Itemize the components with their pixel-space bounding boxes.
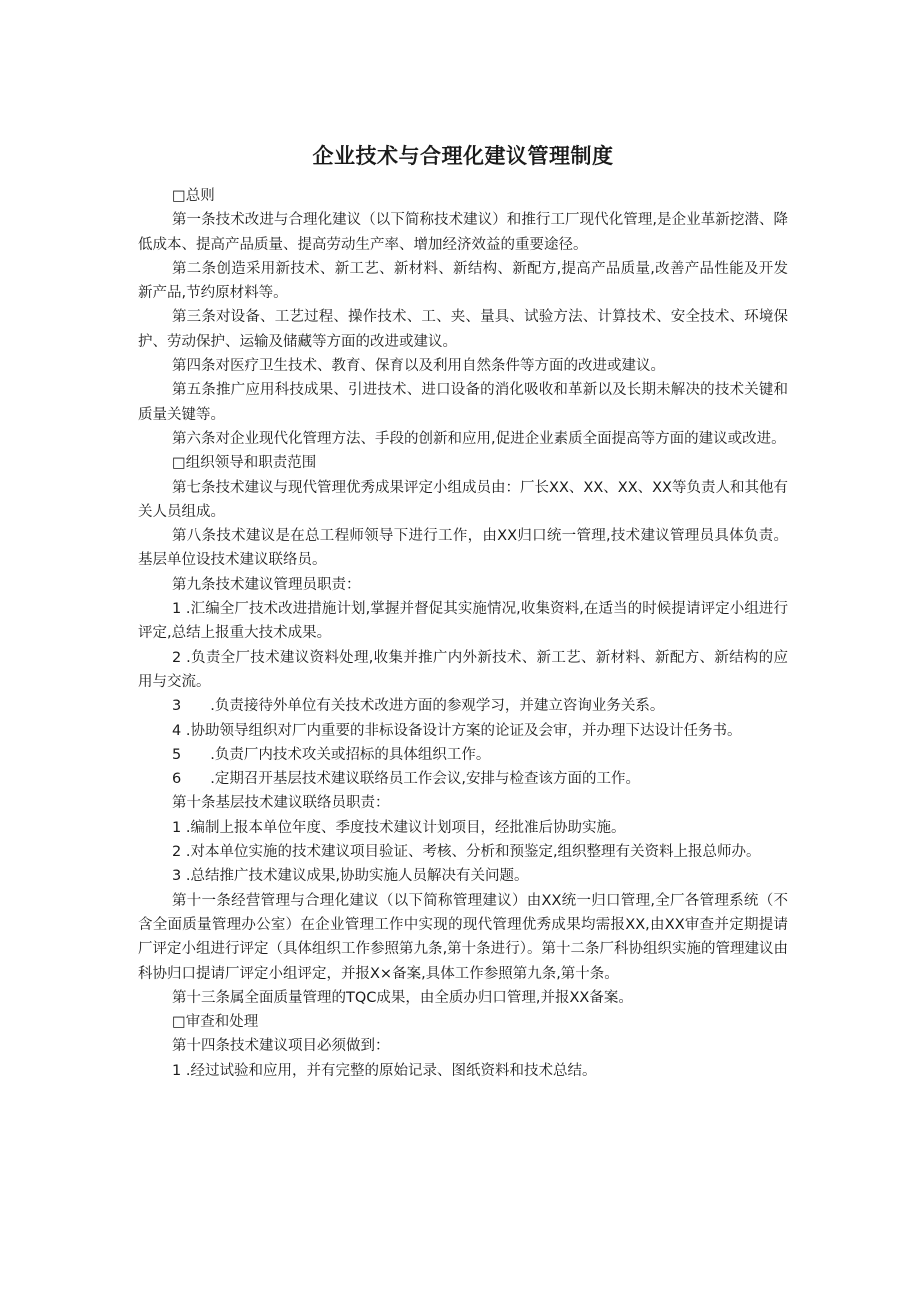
article-9-item-2: 2 .负责全厂技术建议资料处理,收集并推广内外新技术、新工艺、新材料、新配方、新结构的应用与交流。 — [138, 649, 788, 690]
article-9-item-6: 6 .定期召开基层技术建议联络员工作会议,安排与检查该方面的工作。 — [172, 771, 640, 788]
article-11-12: 第十一条经营管理与合理化建议（以下简称管理建议）由XX统一归口管理,全厂各管理系统（不含全面质量管理办公室）在企业管理工作中实现的现代管理优秀成果均需报XX,由XX审查并定期提请厂评定小组进行评定（具体组织工作参照第九条,第十条进行）。第十二条厂科协组织实施的管理建议由科协归口提请厂评定小组评定，并报X×备案,具体工作参照第九条,第十条。 — [138, 892, 788, 982]
section-heading-organization: □组织领导和职责范围 — [172, 455, 317, 472]
article-10-item-3: 3 .总结推广技术建议成果,协助实施人员解决有关问题。 — [172, 868, 529, 885]
article-9-item-3: 3 .负责接待外单位有关技术改进方面的参观学习，并建立咨询业务关系。 — [172, 698, 665, 715]
article-1: 第一条技术改进与合理化建议（以下简称技术建议）和推行工厂现代化管理,是企业革新挖潜、降低成本、提高产品质量、提高劳动生产率、增加经济效益的重要途径。 — [138, 212, 788, 253]
document-title: 企业技术与合理化建议管理制度 — [312, 144, 614, 168]
article-8: 第八条技术建议是在总工程师领导下进行工作，由XX归口统一管理,技术建议管理员具体负责。基层单位设技术建议联络员。 — [138, 528, 788, 569]
article-9: 第九条技术建议管理员职责： — [172, 576, 361, 593]
document-page — [138, 140, 788, 1083]
article-6: 第六条对企业现代化管理方法、手段的创新和应用,促进企业素质全面提高等方面的建议或改进。 — [172, 430, 786, 447]
article-2: 第二条创造采用新技术、新工艺、新材料、新结构、新配方,提高产品质量,改善产品性能及开发新产品,节约原材料等。 — [138, 260, 788, 302]
article-14: 第十四条技术建议项目必须做到： — [172, 1038, 390, 1055]
article-4: 第四条对医疗卫生技术、教育、保育以及利用自然条件等方面的改进或建议。 — [172, 358, 665, 375]
article-10-item-2: 2 .对本单位实施的技术建议项目验证、考核、分析和预鉴定,组织整理有关资料上报总师办。 — [172, 844, 761, 861]
article-10-item-1: 1 .编制上报本单位年度、季度技术建议计划项目，经批准后协助实施。 — [172, 819, 626, 836]
article-5: 第五条推广应用科技成果、引进技术、进口设备的消化吸收和革新以及长期未解决的技术关键和质量关键等。 — [138, 382, 788, 423]
article-13: 第十三条属全面质量管理的TQC成果，由全质办归口管理,并报XX备案。 — [172, 989, 633, 1006]
article-14-item-1: 1 .经过试验和应用，并有完整的原始记录、图纸资料和技术总结。 — [172, 1062, 597, 1079]
article-10: 第十条基层技术建议联络员职责： — [172, 795, 390, 812]
article-9-item-5: 5 .负责厂内技术攻关或招标的具体组织工作。 — [172, 746, 491, 763]
section-heading-review: □审查和处理 — [172, 1014, 259, 1031]
article-9-item-4: 4 .协助领导组织对厂内重要的非标设备设计方案的论证及会审，并办理下达设计任务书。 — [172, 722, 742, 739]
section-heading-general: □总则 — [172, 188, 215, 204]
article-9-item-1: 1 .汇编全厂技术改进措施计划,掌握并督促其实施情况,收集资料,在适当的时候提请评定小组进行评定,总结上报重大技术成果。 — [138, 601, 788, 642]
article-7: 第七条技术建议与现代管理优秀成果评定小组成员由：厂长XX、XX、XX、XX等负责人和其他有关人员组成。 — [138, 479, 788, 520]
article-3: 第三条对设备、工艺过程、操作技术、工、夹、量具、试验方法、计算技术、安全技术、环境保护、劳动保护、运输及储藏等方面的改进或建议。 — [138, 309, 788, 350]
